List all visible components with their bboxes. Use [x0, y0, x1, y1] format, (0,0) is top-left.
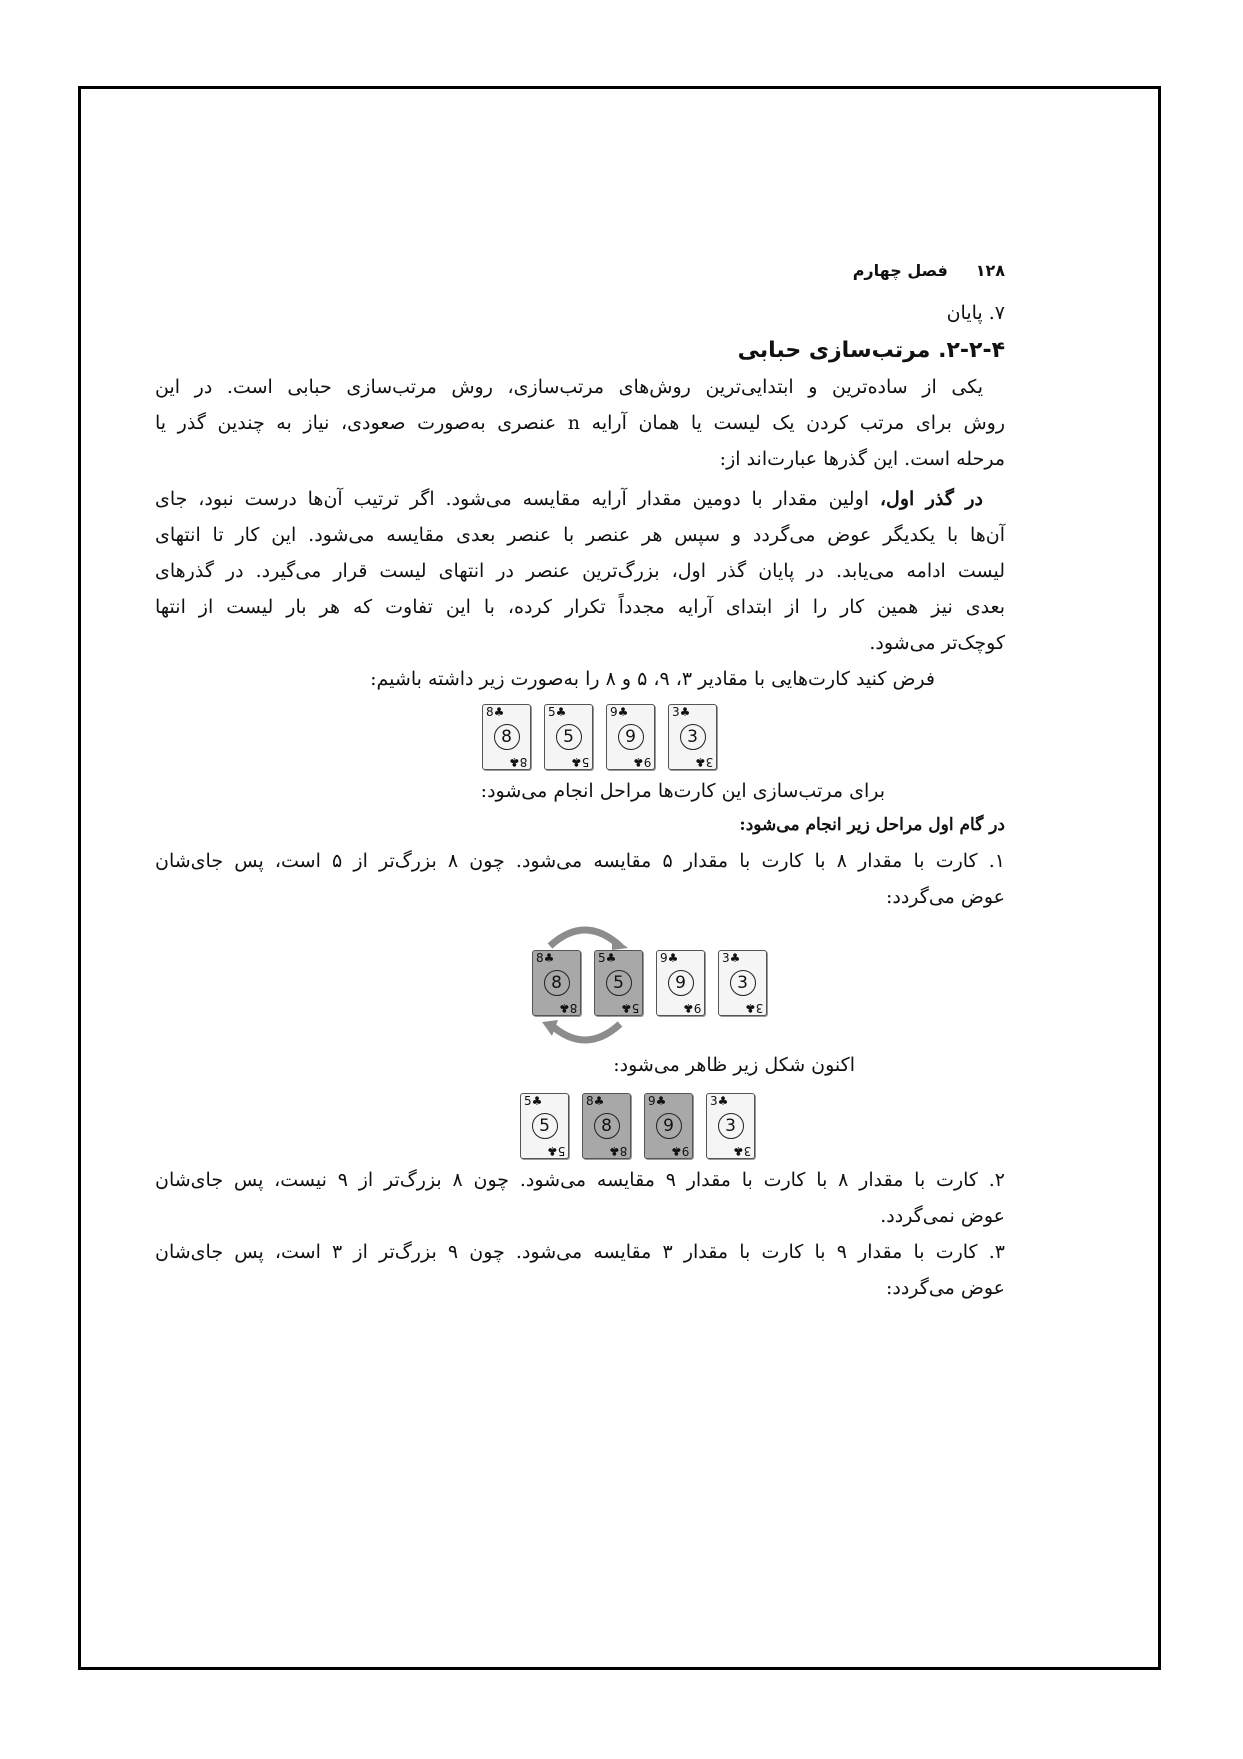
- card-corner-label-inverted: 3♣: [732, 1144, 751, 1158]
- playing-card: [656, 950, 705, 1016]
- pass1-line-2: آن‌ها با یکدیگر عوض می‌گردد و سپس هر عنصر با عنصر بعدی مقایسه می‌شود. این کار تا انتهای: [155, 524, 1005, 546]
- card-corner-label: 8♣: [486, 705, 505, 719]
- pass1-line-1: [155, 481, 1005, 517]
- pass1-line-4: بعدی نیز همین کار را از ابتدای آرایه مجدداً تکرار کرده، با این تفاوت که هر بار لیست از انتها: [155, 596, 1005, 618]
- intro-line-3: مرحله است. این گذرها عبارت‌اند از:: [719, 448, 1005, 470]
- swap-arrow-bottom-icon: [540, 1020, 630, 1050]
- card-corner-label-inverted: 9♣: [670, 1144, 689, 1158]
- card-corner-label-inverted: 5♣: [620, 1001, 639, 1015]
- sort-intro: برای مرتب‌سازی این کارت‌ها مراحل انجام می‌شود:: [480, 780, 885, 802]
- step-heading: در گام اول مراحل زیر انجام می‌شود:: [739, 815, 1005, 835]
- page-number: ۱۲۸: [975, 261, 1005, 280]
- playing-card: [582, 1093, 631, 1159]
- card-corner-label-inverted: 9♣: [682, 1001, 701, 1015]
- playing-card: [718, 950, 767, 1016]
- card-center-value: 5: [532, 1113, 558, 1139]
- intro-line-1: یکی از ساده‌ترین و ابتدایی‌ترین روش‌های مرتب‌سازی، روش مرتب‌سازی حبابی است. در این: [155, 376, 983, 398]
- cards-row-initial: [482, 704, 730, 770]
- card-corner-label: 5♣: [548, 705, 567, 719]
- card-center-value: 8: [544, 970, 570, 996]
- page-header: [155, 253, 1005, 289]
- playing-card: [644, 1093, 693, 1159]
- card-corner-label-inverted: 8♣: [558, 1001, 577, 1015]
- card-center-value: 3: [718, 1113, 744, 1139]
- card-center-value: 9: [618, 724, 644, 750]
- playing-card: [668, 704, 717, 770]
- pass1-line-3: لیست ادامه می‌یابد. در پایان گذر اول، بزرگ‌ترین عنصر در انتهای لیست قرار می‌گیرد. در گذرهای: [155, 560, 1005, 582]
- card-center-value: 8: [594, 1113, 620, 1139]
- card-corner-label-inverted: 8♣: [508, 755, 527, 769]
- item2-line-1: ۲. کارت با مقدار ۸ با کارت با مقدار ۹ مقایسه می‌شود. چون ۸ بزرگ‌تر از ۹ نیست، پس جای‌شان: [155, 1169, 1006, 1191]
- card-center-value: 9: [656, 1113, 682, 1139]
- playing-card: [544, 704, 593, 770]
- pass1-line-1-text: اولین مقدار با دومین مقدار آرایه مقایسه می‌شود. اگر ترتیب آن‌ها درست نبود، جای: [155, 488, 880, 510]
- cards-intro: فرض کنید کارت‌هایی با مقادیر ۳، ۹، ۵ و ۸ را به‌صورت زیر داشته باشیم:: [370, 668, 935, 690]
- card-corner-label: 9♣: [660, 951, 679, 965]
- card-corner-label: 3♣: [672, 705, 691, 719]
- chapter-title: فصل چهارم: [852, 261, 948, 280]
- item3-line-1: ۳. کارت با مقدار ۹ با کارت با مقدار ۳ مقایسه می‌شود. چون ۹ بزرگ‌تر از ۳ است، پس جای‌شان: [155, 1241, 1006, 1263]
- playing-card: [706, 1093, 755, 1159]
- card-center-value: 5: [606, 970, 632, 996]
- card-corner-label-inverted: 8♣: [608, 1144, 627, 1158]
- card-corner-label: 8♣: [536, 951, 555, 965]
- item1-line-1: ۱. کارت با مقدار ۸ با کارت با مقدار ۵ مقایسه می‌شود. چون ۸ بزرگ‌تر از ۵ است، پس جای‌شان: [155, 850, 1006, 872]
- playing-card: [532, 950, 581, 1016]
- card-corner-label-inverted: 3♣: [744, 1001, 763, 1015]
- pass1-label: در گذر اول،: [879, 488, 983, 510]
- step-seven: ۷. پایان: [946, 302, 1005, 324]
- section-title: ۲-۲-۴. مرتب‌سازی حبابی: [737, 338, 1005, 363]
- card-corner-label-inverted: 3♣: [694, 755, 713, 769]
- now-shape: اکنون شکل زیر ظاهر می‌شود:: [613, 1054, 855, 1076]
- swap-arrow-top-icon: [540, 920, 630, 950]
- item2-line-2: عوض نمی‌گردد.: [880, 1205, 1005, 1227]
- card-corner-label-inverted: 9♣: [632, 755, 651, 769]
- card-corner-label: 9♣: [610, 705, 629, 719]
- card-corner-label: 9♣: [648, 1094, 667, 1108]
- cards-row-after: [520, 1093, 768, 1159]
- card-center-value: 3: [680, 724, 706, 750]
- playing-card: [594, 950, 643, 1016]
- card-corner-label: 5♣: [598, 951, 617, 965]
- card-center-value: 5: [556, 724, 582, 750]
- card-center-value: 9: [668, 970, 694, 996]
- card-center-value: 3: [730, 970, 756, 996]
- card-corner-label: 3♣: [722, 951, 741, 965]
- pass1-line-5: کوچک‌تر می‌شود.: [869, 632, 1005, 654]
- playing-card: [606, 704, 655, 770]
- playing-card: [520, 1093, 569, 1159]
- item3-line-2: عوض می‌گردد:: [885, 1277, 1005, 1299]
- card-corner-label-inverted: 5♣: [570, 755, 589, 769]
- intro-line-2: روش برای مرتب کردن یک لیست یا همان آرایه n عنصری به‌صورت صعودی، نیاز به چندین گذر یا: [155, 412, 1006, 434]
- card-center-value: 8: [494, 724, 520, 750]
- playing-card: [482, 704, 531, 770]
- cards-row-swap: [532, 950, 780, 1016]
- item1-line-2: عوض می‌گردد:: [885, 886, 1005, 908]
- card-corner-label: 5♣: [524, 1094, 543, 1108]
- card-corner-label-inverted: 5♣: [546, 1144, 565, 1158]
- card-corner-label: 3♣: [710, 1094, 729, 1108]
- card-corner-label: 8♣: [586, 1094, 605, 1108]
